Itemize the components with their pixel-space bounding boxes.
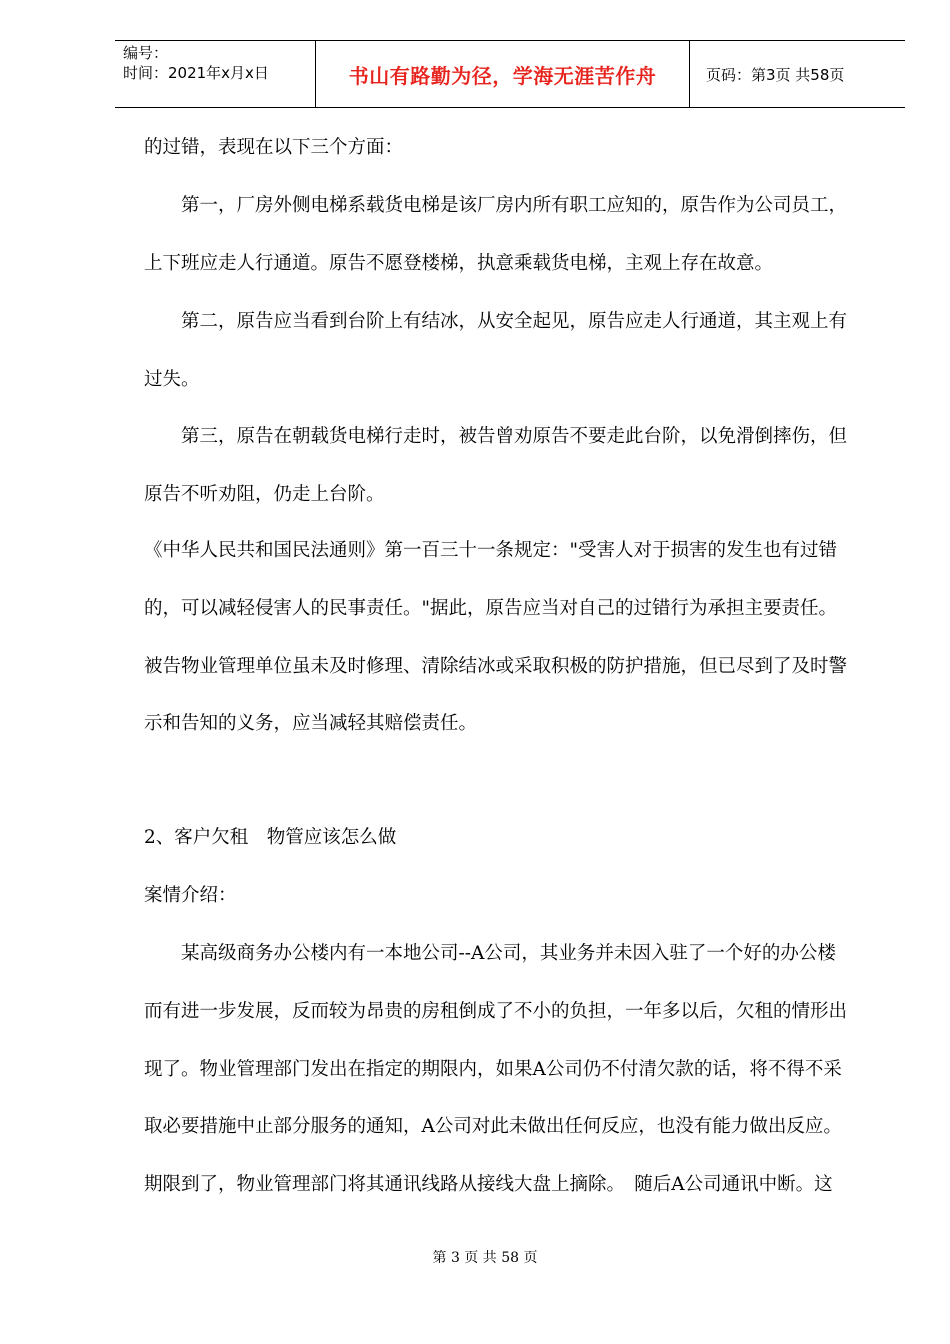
paragraph-line: 的，可以减轻侵害人的民事责任。"据此，原告应当对自己的过错行为承担主要责任。	[144, 598, 838, 619]
paragraph-line: 原告不听劝阻，仍走上台阶。	[144, 484, 385, 505]
paragraph-line: 第二，原告应当看到台阶上有结冰，从安全起见，原告应走人行通道，其主观上有	[181, 311, 848, 332]
paragraph-line: 过失。	[144, 369, 200, 390]
paragraph-line: 上下班应走人行通道。原告不愿登楼梯，执意乘载货电梯，主观上存在故意。	[144, 253, 774, 274]
header-page-number	[698, 41, 905, 107]
paragraph-line: 取必要措施中止部分服务的通知，A公司对此未做出任何反应，也没有能力做出反应。	[144, 1116, 842, 1137]
paragraph-line: 第三，原告在朝载货电梯行走时，被告曾劝原告不要走此台阶，以免滑倒摔伤，但	[181, 426, 848, 447]
section-heading: 2、客户欠租 物管应该怎么做	[144, 827, 397, 848]
paragraph-line: 《中华人民共和国民法通则》第一百三十一条规定："受害人对于损害的发生也有过错	[144, 540, 838, 561]
paragraph-line: 第一，厂房外侧电梯系载货电梯是该厂房内所有职工应知的，原告作为公司员工，	[181, 195, 848, 216]
header-meta	[115, 41, 316, 107]
paragraph-line: 示和告知的义务，应当减轻其赔偿责任。	[144, 713, 478, 734]
paragraph-line: 期限到了，物业管理部门将其通讯线路从接线大盘上摘除。 随后A公司通讯中断。这	[144, 1174, 833, 1195]
time-label: 时间：2021年x月x日	[123, 64, 269, 82]
paragraph-line: 的过错，表现在以下三个方面：	[144, 137, 404, 158]
paragraph-line: 被告物业管理单位虽未及时修理、清除结冰或采取积极的防护措施，但已尽到了及时警	[144, 656, 848, 677]
paragraph-line: 案情介绍：	[144, 885, 237, 906]
paragraph-line: 某高级商务办公楼内有一本地公司--A公司，其业务并未因入驻了一个好的办公楼	[181, 943, 836, 964]
serial-number-label: 编号：	[123, 44, 169, 62]
header-motto: 书山有路勤为径，学海无涯苦作舟	[316, 41, 690, 107]
page-footer: 第 3 页 共 58 页	[432, 1250, 538, 1266]
paragraph-line: 而有进一步发展，反而较为昂贵的房租倒成了不小的负担，一年多以后，欠租的情形出	[144, 1001, 848, 1022]
paragraph-line: 现了。物业管理部门发出在指定的期限内，如果A公司仍不付清欠款的话，将不得不采	[144, 1059, 842, 1080]
page-header	[115, 40, 905, 108]
header-page-label: 页码：第3页 共58页	[706, 65, 845, 84]
